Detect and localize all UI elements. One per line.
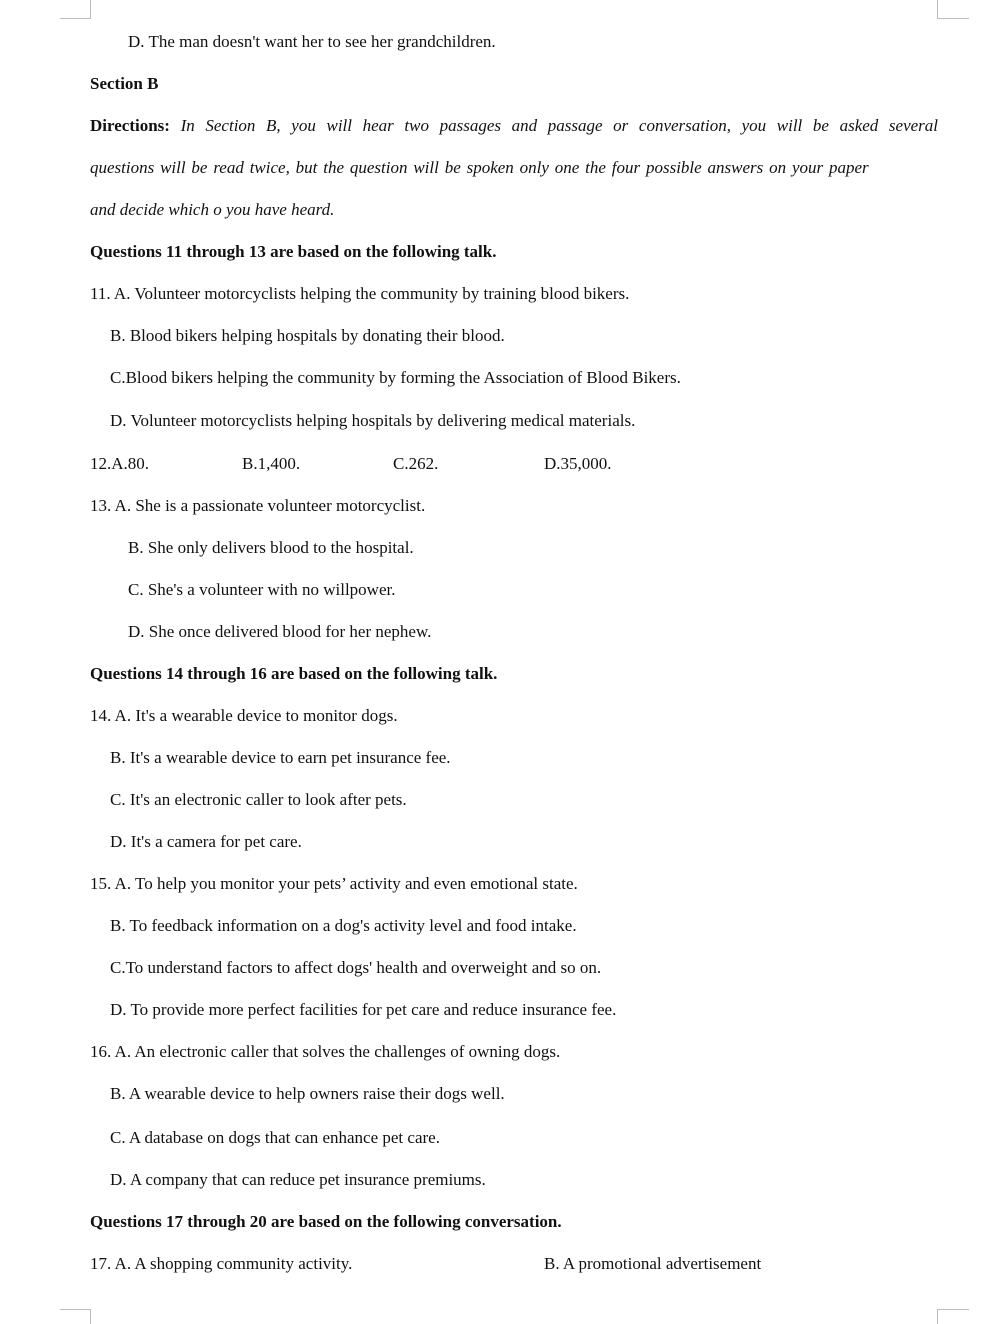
crop-mark-bottom-right bbox=[937, 1309, 969, 1310]
crop-mark-bottom-left bbox=[90, 1309, 91, 1324]
option-17-b: B. A promotional advertisement bbox=[544, 1254, 762, 1273]
option-11-c: C.Blood bikers helping the community by forming the Association of Blood Bikers. bbox=[110, 368, 681, 387]
option-15-b: B. To feedback information on a dog's activity level and food intake. bbox=[110, 916, 577, 935]
option-12-c: C.262. bbox=[393, 454, 439, 473]
option-13-c: C. She's a volunteer with no willpower. bbox=[128, 580, 396, 599]
question-11-a: 11. A. Volunteer motorcyclists helping the community by training blood bikers. bbox=[90, 284, 630, 303]
crop-mark-top-right bbox=[937, 18, 969, 19]
directions-line-2: questions will be read twice, but the question will be spoken only one the four possible answers on your paper bbox=[90, 158, 869, 177]
question-13-a: 13. A. She is a passionate volunteer motorcyclist. bbox=[90, 496, 426, 515]
option-14-d: D. It's a camera for pet care. bbox=[110, 832, 302, 851]
option-13-b: B. She only delivers blood to the hospital. bbox=[128, 538, 414, 557]
option-13-d: D. She once delivered blood for her nephew. bbox=[128, 622, 432, 641]
option-11-d: D. Volunteer motorcyclists helping hospitals by delivering medical materials. bbox=[110, 411, 636, 430]
crop-mark-top-left bbox=[90, 0, 91, 18]
directions-line-1 bbox=[90, 115, 938, 137]
directions-label: Directions: bbox=[90, 116, 170, 135]
question-16-a: 16. A. An electronic caller that solves the challenges of owning dogs. bbox=[90, 1042, 561, 1061]
option-15-d: D. To provide more perfect facilities for pet care and reduce insurance fee. bbox=[110, 1000, 617, 1019]
directions-text: In Section B, you will hear two passages and passage or conversation, you will be asked several bbox=[180, 116, 939, 135]
option-16-c: C. A database on dogs that can enhance pet care. bbox=[110, 1128, 440, 1147]
option-15-c: C.To understand factors to affect dogs' health and overweight and so on. bbox=[110, 958, 602, 977]
option-14-c: C. It's an electronic caller to look after pets. bbox=[110, 790, 407, 809]
crop-mark-bottom-right bbox=[937, 1309, 938, 1324]
option-12-b: B.1,400. bbox=[242, 454, 301, 473]
question-17-a: 17. A. A shopping community activity. bbox=[90, 1254, 353, 1273]
option-16-d: D. A company that can reduce pet insurance premiums. bbox=[110, 1170, 486, 1189]
crop-mark-top-right bbox=[937, 0, 938, 18]
directions-line-3: and decide which o you have heard. bbox=[90, 200, 335, 219]
question-12-a: 12.A.80. bbox=[90, 454, 150, 473]
question-14-a: 14. A. It's a wearable device to monitor dogs. bbox=[90, 706, 398, 725]
crop-mark-bottom-left bbox=[60, 1309, 91, 1310]
option-11-b: B. Blood bikers helping hospitals by donating their blood. bbox=[110, 326, 505, 345]
question-group-header: Questions 14 through 16 are based on the following talk. bbox=[90, 664, 498, 683]
crop-mark-top-left bbox=[60, 18, 91, 19]
section-heading: Section B bbox=[90, 74, 159, 93]
question-group-header: Questions 11 through 13 are based on the following talk. bbox=[90, 242, 497, 261]
question-group-header: Questions 17 through 20 are based on the following conversation. bbox=[90, 1212, 562, 1231]
question-15-a: 15. A. To help you monitor your pets’ activity and even emotional state. bbox=[90, 874, 578, 893]
option-14-b: B. It's a wearable device to earn pet insurance fee. bbox=[110, 748, 451, 767]
option-16-b: B. A wearable device to help owners raise their dogs well. bbox=[110, 1084, 505, 1103]
option-12-d: D.35,000. bbox=[544, 454, 612, 473]
option-10-d: D. The man doesn't want her to see her grandchildren. bbox=[128, 32, 496, 51]
